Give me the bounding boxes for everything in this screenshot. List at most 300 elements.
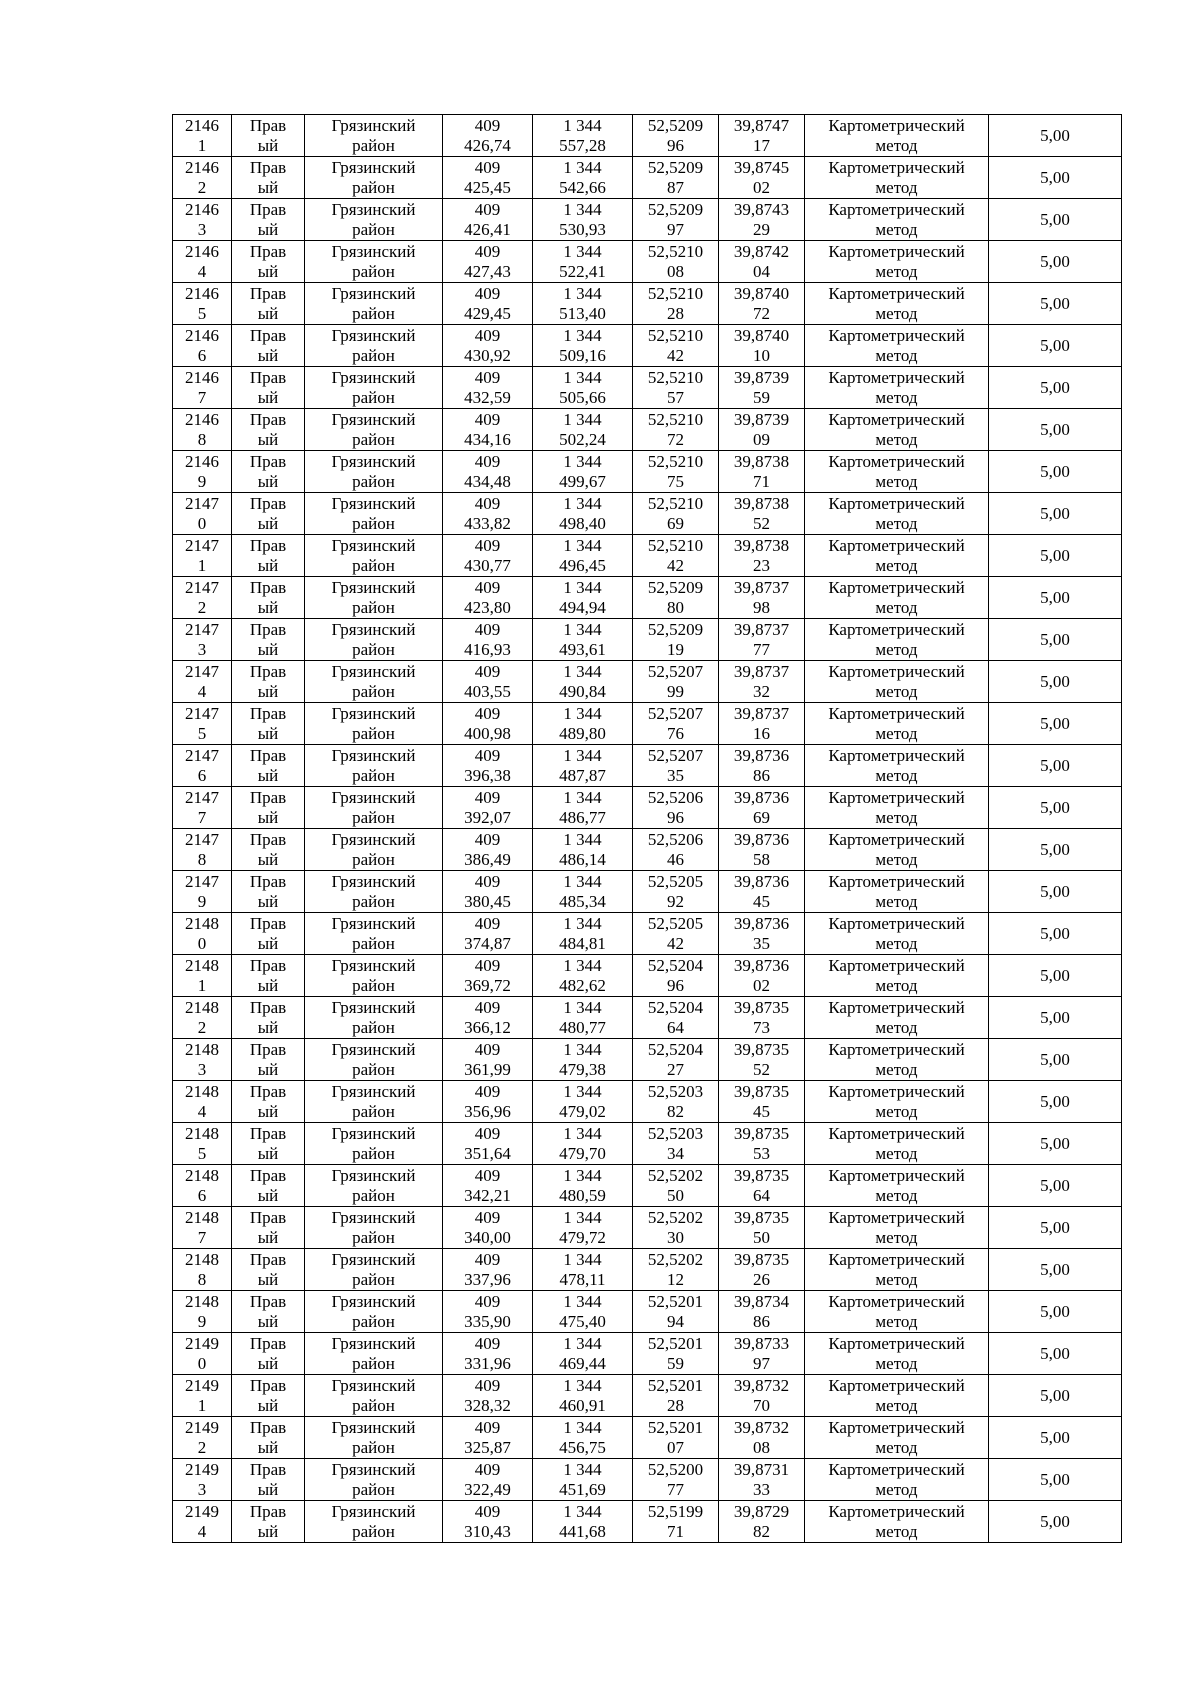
x-coordinate-cell: [443, 661, 533, 703]
y-coordinate-line: 1 344: [563, 409, 602, 429]
longitude-line: 39,8737: [733, 577, 790, 597]
point-number-cell: [173, 1459, 232, 1501]
district-line: район: [352, 1101, 395, 1121]
y-coordinate-cell: [533, 1123, 633, 1165]
y-coordinate-cell: [533, 703, 633, 745]
latitude-line: 92: [667, 891, 684, 911]
accuracy-cell: 5,00: [989, 241, 1122, 283]
side-cell: [232, 619, 305, 661]
y-coordinate-line: 1 344: [563, 619, 602, 639]
longitude-cell: [719, 115, 805, 157]
y-coordinate-line: 1 344: [563, 493, 602, 513]
x-coordinate-cell: [443, 913, 533, 955]
district-line: Грязинский: [331, 703, 416, 723]
point-number-line: 2146: [185, 367, 219, 387]
latitude-line: 52,5209: [647, 157, 704, 177]
point-number-line: 2147: [185, 787, 219, 807]
longitude-line: 09: [753, 429, 770, 449]
side-line: Прав: [249, 535, 287, 555]
table-row: [173, 1417, 1122, 1459]
point-number-line: 2146: [185, 199, 219, 219]
method-cell: [805, 241, 989, 283]
method-line: Картометрический: [828, 1249, 965, 1269]
longitude-line: 53: [753, 1143, 770, 1163]
side-cell: [232, 1165, 305, 1207]
x-coordinate-cell: [443, 283, 533, 325]
point-number-line: 1: [197, 135, 207, 155]
side-line: Прав: [249, 1249, 287, 1269]
longitude-line: 39,8737: [733, 703, 790, 723]
longitude-line: 86: [753, 765, 770, 785]
latitude-cell: [633, 493, 719, 535]
table-row: [173, 1375, 1122, 1417]
y-coordinate-line: 1 344: [563, 997, 602, 1017]
latitude-line: 96: [667, 975, 684, 995]
latitude-cell: [633, 115, 719, 157]
latitude-line: 52,5206: [647, 787, 704, 807]
y-coordinate-line: 1 344: [563, 787, 602, 807]
x-coordinate-cell: [443, 1123, 533, 1165]
x-coordinate-line: 425,45: [464, 177, 511, 197]
method-cell: [805, 1333, 989, 1375]
x-coordinate-line: 325,87: [464, 1437, 511, 1457]
point-number-line: 4: [197, 681, 207, 701]
method-cell: [805, 493, 989, 535]
y-coordinate-cell: [533, 115, 633, 157]
district-line: район: [352, 387, 395, 407]
x-coordinate-cell: [443, 199, 533, 241]
longitude-cell: [719, 871, 805, 913]
latitude-line: 97: [667, 219, 684, 239]
x-coordinate-cell: [443, 451, 533, 493]
y-coordinate-line: 489,80: [559, 723, 606, 743]
side-line: Прав: [249, 829, 287, 849]
point-number-line: 2147: [185, 619, 219, 639]
y-coordinate-cell: [533, 871, 633, 913]
method-line: Картометрический: [828, 1417, 965, 1437]
y-coordinate-line: 485,34: [559, 891, 606, 911]
longitude-cell: [719, 1375, 805, 1417]
district-line: Грязинский: [331, 157, 416, 177]
side-line: Прав: [249, 577, 287, 597]
table-row: [173, 1459, 1122, 1501]
latitude-line: 57: [667, 387, 684, 407]
point-number-line: 2147: [185, 577, 219, 597]
x-coordinate-line: 426,41: [464, 219, 511, 239]
point-number-cell: [173, 535, 232, 577]
point-number-line: 2146: [185, 115, 219, 135]
point-number-line: 9: [197, 1311, 207, 1331]
y-coordinate-line: 1 344: [563, 325, 602, 345]
x-coordinate-line: 430,92: [464, 345, 511, 365]
latitude-line: 19: [667, 639, 684, 659]
side-line: Прав: [249, 1291, 287, 1311]
y-coordinate-cell: [533, 1039, 633, 1081]
side-cell: [232, 1417, 305, 1459]
x-coordinate-line: 409: [474, 1333, 501, 1353]
point-number-cell: [173, 1249, 232, 1291]
accuracy-cell: 5,00: [989, 1375, 1122, 1417]
side-cell: [232, 577, 305, 619]
latitude-cell: [633, 1333, 719, 1375]
side-cell: [232, 283, 305, 325]
side-line: Прав: [249, 661, 287, 681]
latitude-line: 28: [667, 1395, 684, 1415]
latitude-line: 42: [667, 933, 684, 953]
y-coordinate-line: 502,24: [559, 429, 606, 449]
method-line: Картометрический: [828, 1039, 965, 1059]
y-coordinate-cell: [533, 367, 633, 409]
latitude-line: 52,5210: [647, 493, 704, 513]
x-coordinate-line: 409: [474, 955, 501, 975]
side-line: Прав: [249, 1039, 287, 1059]
x-coordinate-line: 409: [474, 493, 501, 513]
side-cell: [232, 1291, 305, 1333]
method-cell: [805, 955, 989, 997]
side-cell: [232, 1123, 305, 1165]
method-cell: [805, 535, 989, 577]
district-line: район: [352, 1395, 395, 1415]
longitude-cell: [719, 1207, 805, 1249]
x-coordinate-line: 409: [474, 1291, 501, 1311]
district-line: район: [352, 303, 395, 323]
y-coordinate-line: 1 344: [563, 577, 602, 597]
method-cell: [805, 1417, 989, 1459]
district-line: район: [352, 219, 395, 239]
district-cell: [305, 157, 443, 199]
y-coordinate-line: 505,66: [559, 387, 606, 407]
side-line: ый: [257, 807, 279, 827]
point-number-line: 2147: [185, 535, 219, 555]
point-number-cell: [173, 1417, 232, 1459]
side-line: ый: [257, 1353, 279, 1373]
side-cell: [232, 409, 305, 451]
point-number-line: 2146: [185, 283, 219, 303]
point-number-line: 3: [197, 219, 207, 239]
method-line: метод: [875, 387, 918, 407]
latitude-line: 52,5201: [647, 1375, 704, 1395]
y-coordinate-cell: [533, 409, 633, 451]
y-coordinate-cell: [533, 451, 633, 493]
latitude-cell: [633, 1501, 719, 1543]
method-cell: [805, 367, 989, 409]
y-coordinate-line: 1 344: [563, 1249, 602, 1269]
district-cell: [305, 577, 443, 619]
latitude-line: 52,5202: [647, 1165, 704, 1185]
district-line: Грязинский: [331, 1165, 416, 1185]
table-row: [173, 1081, 1122, 1123]
accuracy-cell: 5,00: [989, 1501, 1122, 1543]
district-cell: [305, 241, 443, 283]
side-line: ый: [257, 1101, 279, 1121]
table-row: [173, 535, 1122, 577]
accuracy-cell: 5,00: [989, 577, 1122, 619]
method-line: Картометрический: [828, 871, 965, 891]
longitude-cell: [719, 535, 805, 577]
x-coordinate-cell: [443, 1333, 533, 1375]
side-line: ый: [257, 387, 279, 407]
method-line: Картометрический: [828, 157, 965, 177]
y-coordinate-line: 1 344: [563, 1081, 602, 1101]
x-coordinate-cell: [443, 1375, 533, 1417]
table-row: [173, 997, 1122, 1039]
longitude-line: 39,8735: [733, 1039, 790, 1059]
x-coordinate-cell: [443, 1039, 533, 1081]
table-row: [173, 115, 1122, 157]
point-number-cell: [173, 199, 232, 241]
district-cell: [305, 1165, 443, 1207]
side-line: Прав: [249, 1081, 287, 1101]
method-line: метод: [875, 1227, 918, 1247]
district-line: район: [352, 1311, 395, 1331]
latitude-line: 52,5202: [647, 1207, 704, 1227]
y-coordinate-line: 1 344: [563, 1417, 602, 1437]
y-coordinate-line: 557,28: [559, 135, 606, 155]
longitude-line: 64: [753, 1185, 770, 1205]
district-cell: [305, 1459, 443, 1501]
x-coordinate-line: 409: [474, 745, 501, 765]
side-cell: [232, 997, 305, 1039]
point-number-line: 2: [197, 1017, 207, 1037]
method-line: Картометрический: [828, 1081, 965, 1101]
district-line: Грязинский: [331, 367, 416, 387]
latitude-line: 52,5210: [647, 451, 704, 471]
point-number-cell: [173, 1165, 232, 1207]
point-number-line: 2148: [185, 1291, 219, 1311]
table-row: [173, 283, 1122, 325]
longitude-line: 45: [753, 1101, 770, 1121]
point-number-line: 6: [197, 765, 207, 785]
x-coordinate-cell: [443, 1291, 533, 1333]
latitude-line: 52,5210: [647, 325, 704, 345]
method-cell: [805, 1249, 989, 1291]
side-line: ый: [257, 345, 279, 365]
point-number-line: 2148: [185, 997, 219, 1017]
table-row: [173, 745, 1122, 787]
point-number-cell: [173, 703, 232, 745]
point-number-line: 9: [197, 891, 207, 911]
y-coordinate-line: 1 344: [563, 283, 602, 303]
method-cell: [805, 661, 989, 703]
table-row: [173, 1165, 1122, 1207]
x-coordinate-line: 433,82: [464, 513, 511, 533]
district-line: район: [352, 975, 395, 995]
accuracy-cell: 5,00: [989, 829, 1122, 871]
side-cell: [232, 1333, 305, 1375]
side-line: ый: [257, 429, 279, 449]
longitude-line: 39,8743: [733, 199, 790, 219]
longitude-line: 39,8738: [733, 535, 790, 555]
x-coordinate-cell: [443, 325, 533, 367]
method-line: Картометрический: [828, 535, 965, 555]
y-coordinate-line: 487,87: [559, 765, 606, 785]
method-cell: [805, 115, 989, 157]
x-coordinate-line: 409: [474, 1207, 501, 1227]
accuracy-cell: 5,00: [989, 493, 1122, 535]
district-line: Грязинский: [331, 955, 416, 975]
table-row: [173, 913, 1122, 955]
latitude-cell: [633, 325, 719, 367]
district-line: Грязинский: [331, 451, 416, 471]
table-row: [173, 325, 1122, 367]
side-line: Прав: [249, 1459, 287, 1479]
point-number-line: 2148: [185, 913, 219, 933]
x-coordinate-cell: [443, 115, 533, 157]
district-line: район: [352, 933, 395, 953]
district-line: Грязинский: [331, 1333, 416, 1353]
point-number-line: 1: [197, 975, 207, 995]
y-coordinate-cell: [533, 1291, 633, 1333]
y-coordinate-line: 469,44: [559, 1353, 606, 1373]
method-line: метод: [875, 1521, 918, 1541]
district-cell: [305, 913, 443, 955]
latitude-cell: [633, 157, 719, 199]
point-number-line: 6: [197, 1185, 207, 1205]
district-line: Грязинский: [331, 283, 416, 303]
x-coordinate-cell: [443, 829, 533, 871]
y-coordinate-cell: [533, 745, 633, 787]
method-line: метод: [875, 261, 918, 281]
method-cell: [805, 997, 989, 1039]
x-coordinate-line: 356,96: [464, 1101, 511, 1121]
point-number-cell: [173, 871, 232, 913]
point-number-cell: [173, 325, 232, 367]
side-line: ый: [257, 1185, 279, 1205]
side-line: ый: [257, 135, 279, 155]
longitude-cell: [719, 241, 805, 283]
accuracy-cell: 5,00: [989, 1207, 1122, 1249]
y-coordinate-cell: [533, 241, 633, 283]
x-coordinate-line: 361,99: [464, 1059, 511, 1079]
side-line: ый: [257, 261, 279, 281]
latitude-line: 27: [667, 1059, 684, 1079]
district-line: Грязинский: [331, 1249, 416, 1269]
longitude-cell: [719, 1501, 805, 1543]
district-line: Грязинский: [331, 493, 416, 513]
point-number-cell: [173, 661, 232, 703]
y-coordinate-line: 479,02: [559, 1101, 606, 1121]
method-line: метод: [875, 807, 918, 827]
side-cell: [232, 1207, 305, 1249]
latitude-line: 76: [667, 723, 684, 743]
y-coordinate-line: 1 344: [563, 829, 602, 849]
point-number-line: 5: [197, 303, 207, 323]
y-coordinate-cell: [533, 955, 633, 997]
x-coordinate-line: 310,43: [464, 1521, 511, 1541]
table-row: [173, 157, 1122, 199]
method-line: Картометрический: [828, 1123, 965, 1143]
x-coordinate-line: 409: [474, 451, 501, 471]
method-line: метод: [875, 681, 918, 701]
longitude-cell: [719, 199, 805, 241]
accuracy-cell: 5,00: [989, 913, 1122, 955]
point-number-line: 2148: [185, 1249, 219, 1269]
method-cell: [805, 283, 989, 325]
x-coordinate-line: 409: [474, 619, 501, 639]
point-number-cell: [173, 451, 232, 493]
x-coordinate-line: 396,38: [464, 765, 511, 785]
side-cell: [232, 703, 305, 745]
longitude-cell: [719, 1333, 805, 1375]
x-coordinate-line: 335,90: [464, 1311, 511, 1331]
point-number-cell: [173, 115, 232, 157]
district-line: район: [352, 261, 395, 281]
longitude-line: 39,8738: [733, 451, 790, 471]
x-coordinate-line: 409: [474, 409, 501, 429]
x-coordinate-line: 409: [474, 829, 501, 849]
y-coordinate-cell: [533, 1081, 633, 1123]
district-line: район: [352, 1521, 395, 1541]
method-line: метод: [875, 891, 918, 911]
longitude-line: 39,8735: [733, 1165, 790, 1185]
method-cell: [805, 871, 989, 913]
point-number-line: 2146: [185, 451, 219, 471]
point-number-line: 4: [197, 261, 207, 281]
longitude-line: 39,8745: [733, 157, 790, 177]
x-coordinate-line: 409: [474, 325, 501, 345]
y-coordinate-line: 499,67: [559, 471, 606, 491]
table-row: [173, 1333, 1122, 1375]
district-line: район: [352, 1437, 395, 1457]
method-line: Картометрический: [828, 451, 965, 471]
accuracy-cell: 5,00: [989, 745, 1122, 787]
y-coordinate-cell: [533, 1207, 633, 1249]
latitude-line: 75: [667, 471, 684, 491]
latitude-cell: [633, 661, 719, 703]
side-line: Прав: [249, 325, 287, 345]
side-line: Прав: [249, 451, 287, 471]
side-line: Прав: [249, 1501, 287, 1521]
x-coordinate-line: 409: [474, 1039, 501, 1059]
x-coordinate-line: 409: [474, 1081, 501, 1101]
point-number-line: 2149: [185, 1417, 219, 1437]
accuracy-cell: 5,00: [989, 703, 1122, 745]
district-line: район: [352, 1185, 395, 1205]
latitude-line: 69: [667, 513, 684, 533]
district-cell: [305, 619, 443, 661]
x-coordinate-line: 400,98: [464, 723, 511, 743]
latitude-cell: [633, 1207, 719, 1249]
longitude-line: 52: [753, 1059, 770, 1079]
latitude-line: 52,5204: [647, 955, 704, 975]
y-coordinate-line: 1 344: [563, 1291, 602, 1311]
side-line: Прав: [249, 493, 287, 513]
method-cell: [805, 1081, 989, 1123]
x-coordinate-cell: [443, 1081, 533, 1123]
district-cell: [305, 997, 443, 1039]
longitude-cell: [719, 157, 805, 199]
longitude-cell: [719, 1123, 805, 1165]
y-coordinate-cell: [533, 325, 633, 367]
side-cell: [232, 1081, 305, 1123]
y-coordinate-line: 1 344: [563, 871, 602, 891]
method-line: метод: [875, 723, 918, 743]
method-cell: [805, 409, 989, 451]
point-number-line: 3: [197, 639, 207, 659]
method-line: метод: [875, 471, 918, 491]
district-line: Грязинский: [331, 1081, 416, 1101]
point-number-line: 4: [197, 1101, 207, 1121]
point-number-line: 0: [197, 1353, 207, 1373]
x-coordinate-cell: [443, 1207, 533, 1249]
x-coordinate-line: 409: [474, 115, 501, 135]
side-line: ый: [257, 177, 279, 197]
district-cell: [305, 115, 443, 157]
point-number-cell: [173, 1039, 232, 1081]
point-number-cell: [173, 1207, 232, 1249]
accuracy-cell: 5,00: [989, 1333, 1122, 1375]
district-line: район: [352, 849, 395, 869]
